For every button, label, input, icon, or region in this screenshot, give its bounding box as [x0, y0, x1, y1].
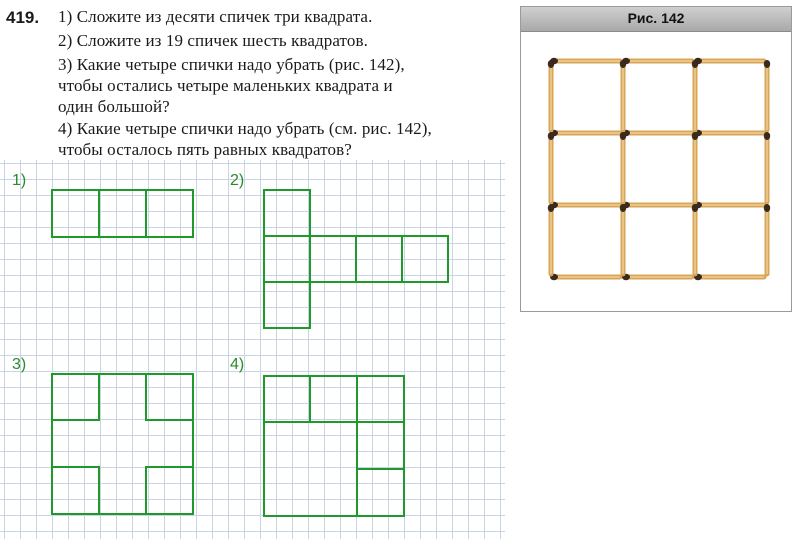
solution-drawings: [0, 160, 505, 539]
matchstick-h-10: [550, 274, 620, 280]
matchstick-v-9: [692, 204, 698, 274]
graph-paper: [0, 160, 505, 539]
matchstick-h-9: [694, 202, 764, 208]
figure-caption: Рис. 142: [627, 10, 685, 26]
matchstick-v-8: [692, 132, 698, 202]
problem-line-2: 2) Сложите из 19 спичек шесть квадратов.: [58, 31, 368, 50]
solution-2-figure: [264, 190, 448, 328]
matchstick-v-7: [692, 60, 698, 130]
problem-line-7: чтобы осталось пять равных квадратов?: [58, 140, 352, 159]
solution-3-figure: [52, 374, 193, 514]
problem-line-3: 3) Какие четыре спички надо убрать (рис. 142),: [58, 55, 405, 74]
matchstick-v-3: [548, 204, 554, 274]
matchsticks: [548, 58, 770, 280]
matchstick-h-12: [694, 274, 764, 280]
problem-number: 419.: [6, 8, 40, 27]
matchstick-v-10: [764, 60, 770, 130]
problem-line-6: 4) Какие четыре спички надо убрать (см. рис. 142),: [58, 119, 432, 138]
matchstick-h-1: [550, 58, 620, 64]
solution-4-figure: [264, 376, 404, 516]
matchstick-h-4: [550, 130, 620, 136]
solution-1-figure: [52, 190, 193, 237]
figure-142-panel: [520, 6, 792, 312]
problem-line-4: чтобы остались четыре маленьких квадрата и: [58, 76, 393, 95]
solution-label-4: 4): [230, 356, 245, 373]
matchstick-v-1: [548, 60, 554, 130]
problem-line-5: один большой?: [58, 97, 170, 116]
matchstick-v-11: [764, 132, 770, 202]
solution-label-1: 1): [12, 172, 27, 189]
matchstick-h-3: [694, 58, 764, 64]
matchstick-h-11: [622, 274, 692, 280]
matchstick-v-2: [548, 132, 554, 202]
matchstick-v-6: [620, 204, 626, 274]
matchstick-h-5: [622, 130, 692, 136]
solution-label-2: 2): [230, 172, 245, 189]
matchstick-grid: [521, 7, 791, 311]
matchstick-v-5: [620, 132, 626, 202]
matchstick-h-2: [622, 58, 692, 64]
matchstick-v-4: [620, 60, 626, 130]
matchstick-v-12: [764, 204, 770, 274]
matchstick-h-7: [550, 202, 620, 208]
matchstick-h-6: [694, 130, 764, 136]
matchstick-h-8: [622, 202, 692, 208]
problem-line-1: 1) Сложите из десяти спичек три квадрата.: [58, 7, 373, 26]
solution-label-3: 3): [12, 356, 27, 373]
